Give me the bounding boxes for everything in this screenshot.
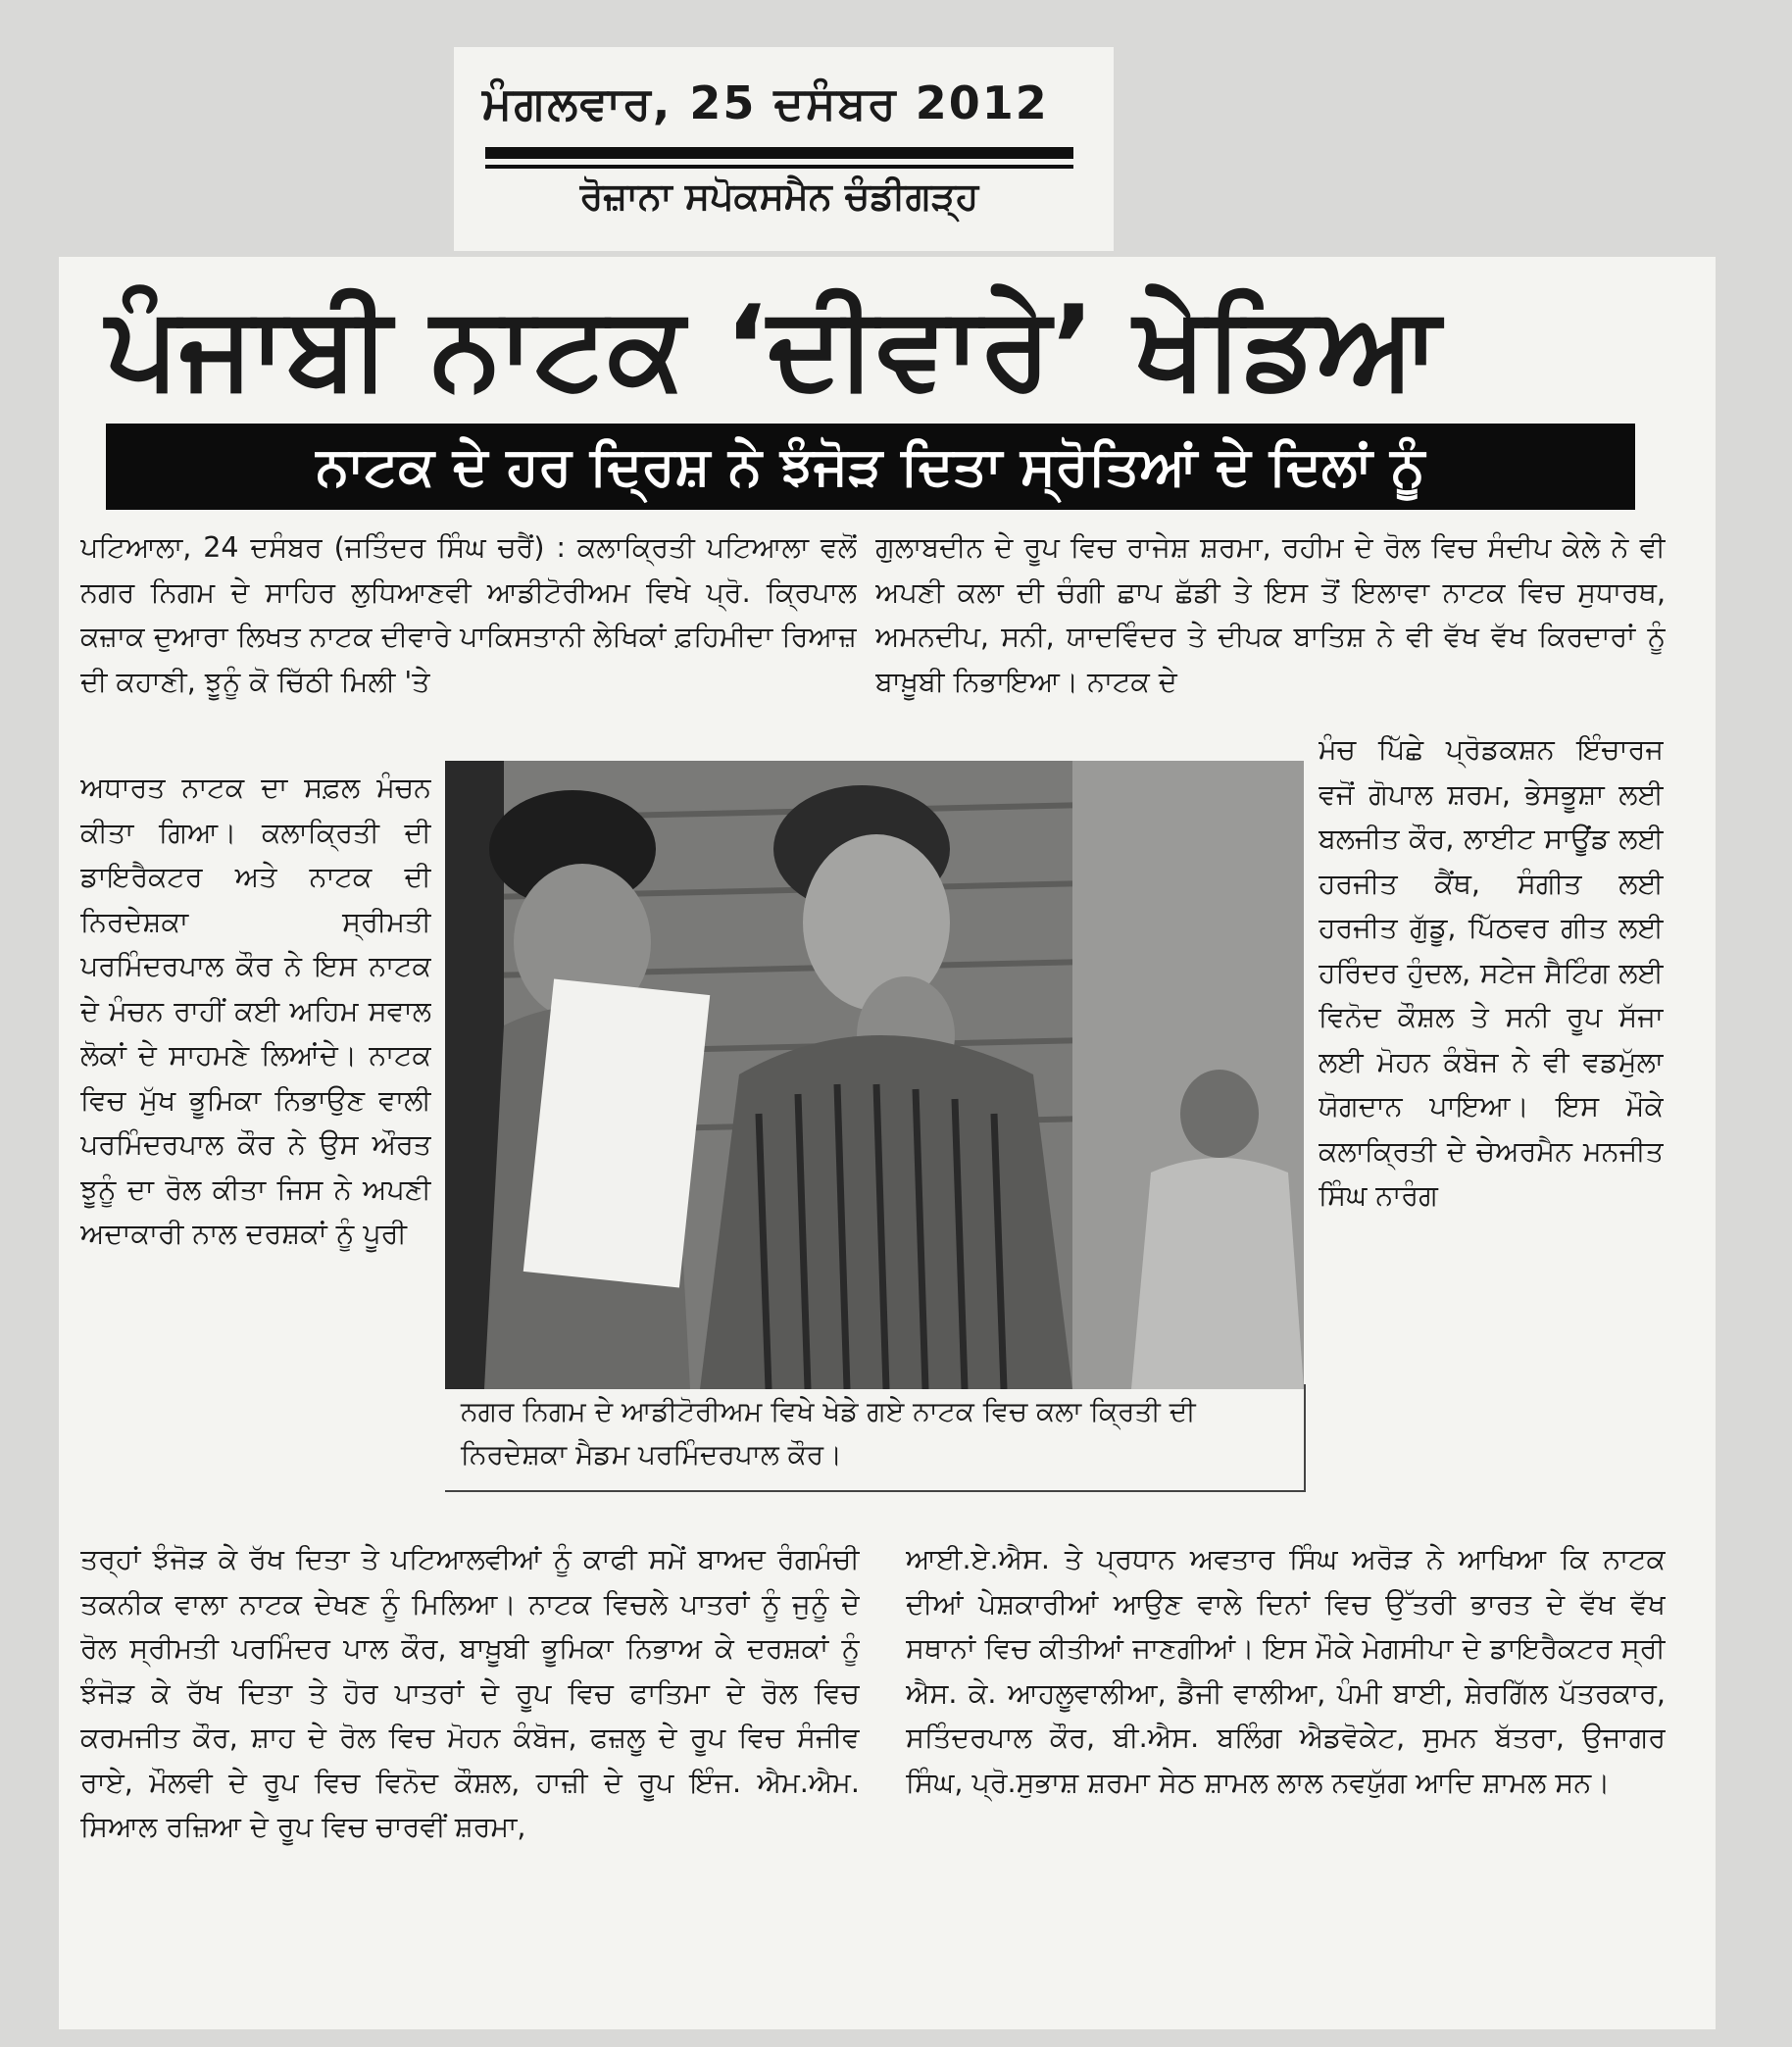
subheadline: ਨਾਟਕ ਦੇ ਹਰ ਦ੍ਰਿਸ਼ ਨੇ ਝੰਜੋੜ ਦਿਤਾ ਸ੍ਰੋਤਿਆਂ ਦੇ ਦਿਲਾਂ ਨੂੰ bbox=[316, 435, 1425, 497]
body-text-col1-narrow: ਅਧਾਰਤ ਨਾਟਕ ਦਾ ਸਫ਼ਲ ਮੰਚਨ ਕੀਤਾ ਗਿਆ। ਕਲਾਕ੍ਰਿਤੀ ਦੀ ਡਾਇਰੈਕਟਰ ਅਤੇ ਨਾਟਕ ਦੀ ਨਿਰਦੇਸ਼ਕਾ ਸ੍ਰੀਮਤੀ ਪਰਮਿੰਦਰਪਾਲ ਕੌਰ ਨੇ ਇਸ ਨਾਟਕ ਦੇ ਮੰਚਨ ਰਾਹੀਂ ਕਈ ਅਹਿਮ ਸਵਾਲ ਲੋਕਾਂ ਦੇ ਸਾਹਮਣੇ ਲਿਆਂਦੇ। ਨਾਟਕ ਵਿਚ ਮੁੱਖ ਭੂਮਿਕਾ ਨਿਭਾਉਣ ਵਾਲੀ ਪਰਮਿੰਦਰਪਾਲ ਕੌਰ ਨੇ ਉਸ ਔਰਤ ਝੂਨੂੰ ਦਾ ਰੋਲ ਕੀਤਾ ਜਿਸ ਨੇ ਅਪਣੀ ਅਦਾਕਾਰੀ ਨਾਲ ਦਰਸ਼ਕਾਂ ਨੂੰ ਪੂਰੀ bbox=[80, 772, 431, 1250]
publication-date: ਮੰਗਲਵਾਰ, 25 ਦਸੰਬਰ 2012 bbox=[482, 76, 1049, 129]
newspaper-name: ਰੋਜ਼ਾਨਾ ਸਪੋਕਸਮੈਨ ਚੰਡੀਗੜ੍ਹ bbox=[579, 175, 979, 218]
body-text-col1-top: ਪਟਿਆਲਾ, 24 ਦਸੰਬਰ (ਜਤਿੰਦਰ ਸਿੰਘ ਚਰੈਂ) : ਕਲਾਕ੍ਰਿਤੀ ਪਟਿਆਲਾ ਵਲੋਂ ਨਗਰ ਨਿਗਮ ਦੇ ਸਾਹਿਰ ਲੁਧਿਆਣਵੀ ਆਡੀਟੋਰੀਅਮ ਵਿਖੇ ਪ੍ਰੋ. ਕ੍ਰਿਪਾਲ ਕਜ਼ਾਕ ਦੁਆਰਾ ਲਿਖਤ ਨਾਟਕ ਦੀਵਾਰੇ ਪਾਕਿਸਤਾਨੀ ਲੇਖਿਕਾਂ ਫ਼ਹਿਮੀਦਾ ਰਿਆਜ਼ ਦੀ ਕਹਾਣੀ, ਝੂਨੂੰ ਕੋ ਚਿੱਠੀ ਮਿਲੀ 'ਤੇ bbox=[80, 531, 857, 698]
article-photo bbox=[445, 761, 1304, 1389]
subheadline-bar bbox=[106, 424, 1635, 510]
body-text-col2-top: ਗੁਲਾਬਦੀਨ ਦੇ ਰੂਪ ਵਿਚ ਰਾਜੇਸ਼ ਸ਼ਰਮਾ, ਰਹੀਮ ਦੇ ਰੋਲ ਵਿਚ ਸੰਦੀਪ ਕੇਲੇ ਨੇ ਵੀ ਅਪਣੀ ਕਲਾ ਦੀ ਚੰਗੀ ਛਾਪ ਛੱਡੀ ਤੇ ਇਸ ਤੋਂ ਇਲਾਵਾ ਨਾਟਕ ਵਿਚ ਸੁਧਾਰਥ, ਅਮਨਦੀਪ, ਸਨੀ, ਯਾਦਵਿੰਦਰ ਤੇ ਦੀਪਕ ਬਾਤਿਸ਼ ਨੇ ਵੀ ਵੱਖ ਵੱਖ ਕਿਰਦਾਰਾਂ ਨੂੰ ਬਾਖ਼ੂਬੀ ਨਿਭਾਇਆ। ਨਾਟਕ ਦੇ bbox=[875, 531, 1666, 698]
body-text-col1-bottom: ਤਰ੍ਹਾਂ ਝੰਜੋੜ ਕੇ ਰੱਖ ਦਿਤਾ ਤੇ ਪਟਿਆਲਵੀਆਂ ਨੂੰ ਕਾਫੀ ਸਮੇਂ ਬਾਅਦ ਰੰਗਮੰਚੀ ਤਕਨੀਕ ਵਾਲਾ ਨਾਟਕ ਦੇਖਣ ਨੂੰ ਮਿਲਿਆ। ਨਾਟਕ ਵਿਚਲੇ ਪਾਤਰਾਂ ਨੂੰ ਜੁਨੂੰ ਦੇ ਰੋਲ ਸ੍ਰੀਮਤੀ ਪਰਮਿੰਦਰ ਪਾਲ ਕੌਰ, ਬਾਖ਼ੂਬੀ ਭੂਮਿਕਾ ਨਿਭਾਅ ਕੇ ਦਰਸ਼ਕਾਂ ਨੂੰ ਝੰਜੋੜ ਕੇ ਰੱਖ ਦਿਤਾ ਤੇ ਹੋਰ ਪਾਤਰਾਂ ਦੇ ਰੂਪ ਵਿਚ ਫਾਤਿਮਾ ਦੇ ਰੋਲ ਵਿਚ ਕਰਮਜੀਤ ਕੌਰ, ਸ਼ਾਹ ਦੇ ਰੋਲ ਵਿਚ ਮੋਹਨ ਕੰਬੋਜ, ਫਜ਼ਲੂ ਦੇ ਰੂਪ ਵਿਚ ਸੰਜੀਵ ਰਾਏ, ਮੌਲਵੀ ਦੇ ਰੂਪ ਵਿਚ ਵਿਨੋਦ ਕੌਸ਼ਲ, ਹਾਜ਼ੀ ਦੇ ਰੂਪ ਇੰਜ. ਐਮ.ਐਮ. ਸਿਆਲ ਰਜ਼ਿਆ ਦੇ ਰੂਪ ਵਿਚ ਚਾਰਵੀਂ ਸ਼ਰਮਾ, bbox=[80, 1543, 860, 1843]
masthead-rule-thin bbox=[485, 165, 1073, 169]
headline: ਪੰਜਾਬੀ ਨਾਟਕ ‘ਦੀਵਾਰੇ’ ਖੇਡਿਆ bbox=[106, 281, 1441, 414]
masthead-rule-thick bbox=[485, 147, 1073, 159]
body-text-col2-bottom: ਆਈ.ਏ.ਐਸ. ਤੇ ਪ੍ਰਧਾਨ ਅਵਤਾਰ ਸਿੰਘ ਅਰੋੜ ਨੇ ਆਖਿਆ ਕਿ ਨਾਟਕ ਦੀਆਂ ਪੇਸ਼ਕਾਰੀਆਂ ਆਉਣ ਵਾਲੇ ਦਿਨਾਂ ਵਿਚ ਉੱਤਰੀ ਭਾਰਤ ਦੇ ਵੱਖ ਵੱਖ ਸਥਾਨਾਂ ਵਿਚ ਕੀਤੀਆਂ ਜਾਣਗੀਆਂ। ਇਸ ਮੌਕੇ ਮੇਗਸੀਪਾ ਦੇ ਡਾਇਰੈਕਟਰ ਸ੍ਰੀ ਐਸ. ਕੇ. ਆਹਲੂਵਾਲੀਆ, ਡੈਜੀ ਵਾਲੀਆ, ਪੰਮੀ ਬਾਈ, ਸ਼ੇਰਗਿੱਲ ਪੱਤਰਕਾਰ, ਸਤਿੰਦਰਪਾਲ ਕੌਰ, ਬੀ.ਐਸ. ਬਲਿੰਗ ਐਡਵੋਕੇਟ, ਸੁਮਨ ਬੱਤਰਾ, ਉਜਾਗਰ ਸਿੰਘ, ਪ੍ਰੋ.ਸੁਭਾਸ਼ ਸ਼ਰਮਾ ਸੇਠ ਸ਼ਾਮਲ ਲਾਲ ਨਵਯੁੱਗ ਆਦਿ ਸ਼ਾਮਲ ਸਨ। bbox=[906, 1543, 1666, 1799]
photo-caption: ਨਗਰ ਨਿਗਮ ਦੇ ਆਡੀਟੋਰੀਅਮ ਵਿਖੇ ਖੇਡੇ ਗਏ ਨਾਟਕ ਵਿਚ ਕਲਾ ਕ੍ਰਿਤੀ ਦੀ ਨਿਰਦੇਸ਼ਕਾ ਮੈਡਮ ਪਰਮਿੰਦਰਪਾਲ ਕੌਰ। bbox=[461, 1395, 1196, 1471]
body-text-col3-narrow: ਮੰਚ ਪਿੱਛੇ ਪ੍ਰੋਡਕਸ਼ਨ ਇੰਚਾਰਜ ਵਜੋਂ ਗੋਪਾਲ ਸ਼ਰਮ, ਭੇਸਭੂਸ਼ਾ ਲਈ ਬਲਜੀਤ ਕੌਰ, ਲਾਈਟ ਸਾਊਂਡ ਲਈ ਹਰਜੀਤ ਕੈਂਥ, ਸੰਗੀਤ ਲਈ ਹਰਜੀਤ ਗੁੱਡੂ, ਪਿੱਠਵਰ ਗੀਤ ਲਈ ਹਰਿੰਦਰ ਹੁੰਦਲ, ਸਟੇਜ ਸੈਟਿੰਗ ਲਈ ਵਿਨੋਦ ਕੌਸ਼ਲ ਤੇ ਸਨੀ ਰੂਪ ਸੱਜਾ ਲਈ ਮੋਹਨ ਕੰਬੋਜ ਨੇ ਵੀ ਵਡਮੁੱਲਾ ਯੋਗਦਾਨ ਪਾਇਆ। ਇਸ ਮੌਕੇ ਕਲਾਕ੍ਰਿਤੀ ਦੇ ਚੇਅਰਮੈਨ ਮਨਜੀਤ ਸਿੰਘ ਨਾਰੰਗ bbox=[1319, 733, 1664, 1212]
